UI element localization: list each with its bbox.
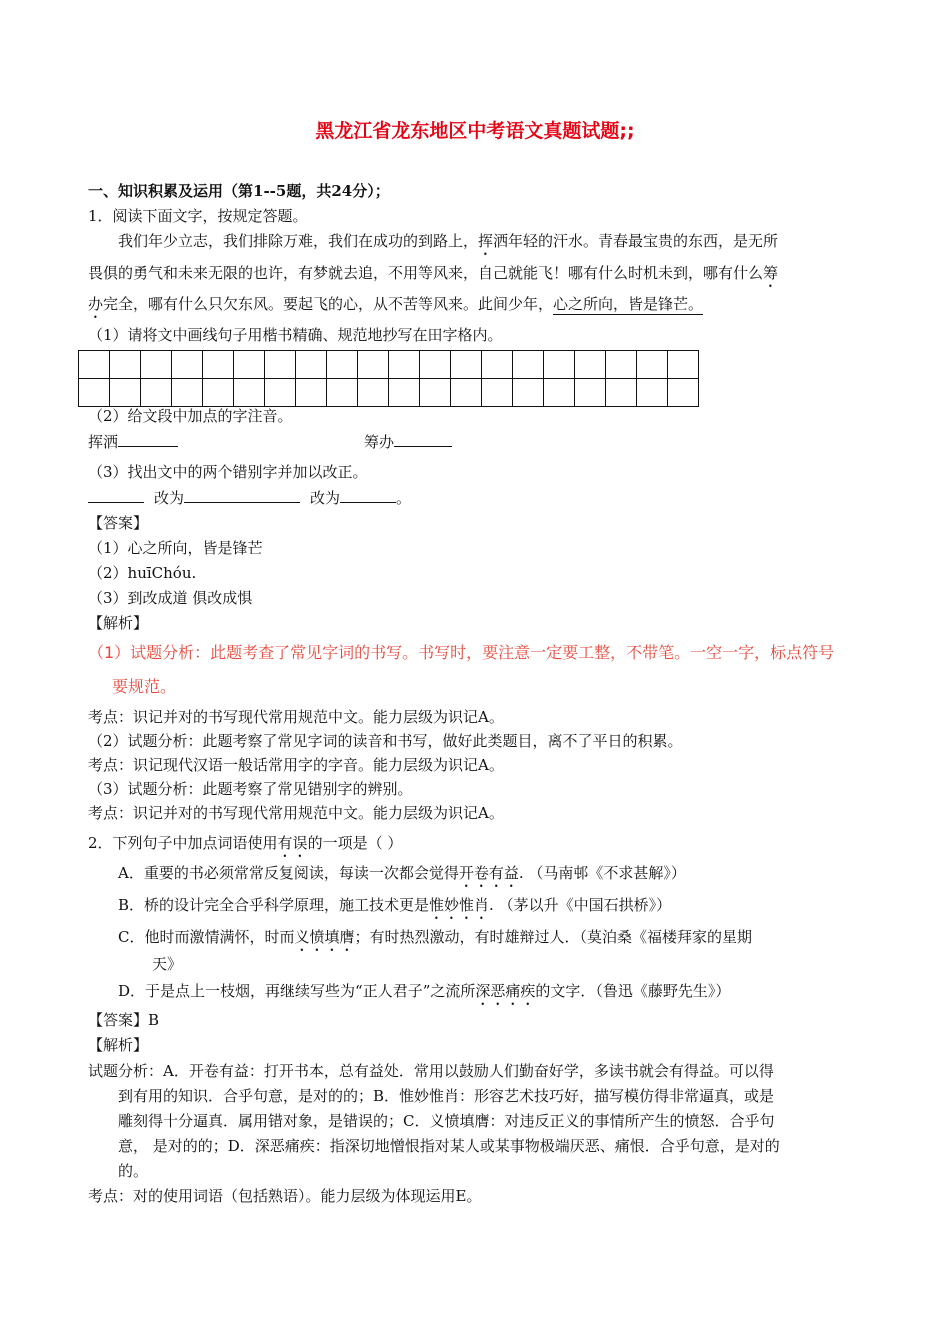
grid-cell[interactable] [79,351,110,379]
grid-cell[interactable] [575,379,606,407]
dotted-char: 筹 [763,264,779,282]
sub-question-1: （1）请将文中画线句子用楷书精确、规范地抄写在田字格内。 [88,326,503,344]
grid-cell[interactable] [389,351,420,379]
passage-line-2 [88,263,778,291]
grid-cell[interactable] [358,351,389,379]
grid-row [79,351,699,379]
grid-cell[interactable] [265,379,296,407]
dotted-word: 开卷有益 [458,864,519,882]
dotted-word: 有误 [277,834,308,852]
period: 。 [396,489,412,507]
pinyin-blank-2[interactable] [364,432,452,452]
stem-text: 2．下列句子中加点词语使用 [88,834,278,852]
option-c-continued: 天》 [152,955,183,973]
question-2-analysis-line-4: 意， 是对的的；D．深恶痛疾：指深切地憎恨指对某人或某事物极端厌恶、痛恨．合乎句意，是对的 [118,1137,780,1155]
grid-cell[interactable] [482,379,513,407]
grid-cell[interactable] [79,379,110,407]
passage-text: 洒年轻的汗水。青春最宝贵的东西，是无所 [493,232,779,250]
question-2-analysis-line-5: 的。 [118,1162,149,1180]
answer-blank[interactable] [340,488,396,503]
passage-text: 畏俱的勇气和未来无限的也许，有梦就去追，不用等风来，自己就能飞！哪有什么时机未到，哪有什么 [88,264,764,282]
grid-cell[interactable] [575,351,606,379]
grid-cell[interactable] [296,379,327,407]
grid-cell[interactable] [203,379,234,407]
grid-cell[interactable] [141,379,172,407]
grid-cell[interactable] [451,379,482,407]
pinyin-blank-1[interactable] [88,432,178,452]
grid-cell[interactable] [172,379,203,407]
option-text: 的文字．（鲁迅《藤野先生》） [535,982,731,1000]
kaodian-3: 考点：识记并对的书写现代常用规范中文。能力层级为识记A。 [88,804,504,822]
correction-blanks[interactable] [88,488,411,508]
grid-row [79,379,699,407]
change-to-label: 改为 [310,489,341,507]
question-2-analysis-label: 【解析】 [88,1036,149,1054]
grid-cell[interactable] [110,379,141,407]
dotted-char: 办 [88,295,104,313]
stem-text: 的一项是（ ） [307,834,403,852]
grid-cell[interactable] [451,351,482,379]
question-2-analysis-line-1: 试题分析：A．开卷有益：打开书本，总有益处．常用以鼓励人们勤奋好学，多读书就会有得益。可以得 [88,1062,774,1080]
answer-blank[interactable] [184,488,300,503]
grid-cell[interactable] [234,351,265,379]
grid-cell[interactable] [420,379,451,407]
question-2-analysis-line-2: 到有用的知识．合乎句意，是对的的；B．惟妙惟肖：形容艺术技巧好，描写模仿得非常逼真，或是 [118,1087,775,1105]
option-c[interactable] [118,927,752,955]
analysis-1-line-2: 要规范。 [112,677,177,696]
answer-blank[interactable] [88,488,144,503]
grid-cell[interactable] [482,351,513,379]
answer-2: （2）huīChóu. [88,564,197,582]
option-d[interactable] [118,981,730,1009]
underlined-sentence: 心之所向，皆是锋芒。 [553,295,704,313]
grid-cell[interactable] [668,351,699,379]
section-heading: 一、知识积累及运用（第1--5题，共24分）； [88,182,390,200]
analysis-3: （3）试题分析：此题考察了常见错别字的辨别。 [88,780,413,798]
analysis-label: 【解析】 [88,614,149,632]
grid-cell[interactable] [265,351,296,379]
grid-cell[interactable] [637,379,668,407]
grid-cell[interactable] [513,351,544,379]
option-text: ；有时热烈激动，有时雄辩过人．（莫泊桑《福楼拜家的星期 [354,928,753,946]
answer-label: 【答案】 [88,514,149,532]
passage-line-3 [88,294,703,322]
question-2-analysis-line-3: 雕刻得十分逼真．属用错对象，是错误的；C．义愤填膺：对违反正义的事情所产生的愤怒．合乎句 [118,1112,775,1130]
question-2-answer: 【答案】B [88,1011,160,1029]
change-to-label: 改为 [154,489,185,507]
tianzige-grid[interactable] [78,350,699,407]
dotted-word: 惟妙惟肖 [429,896,490,914]
grid-cell[interactable] [203,351,234,379]
question-2-stem [88,833,402,861]
grid-cell[interactable] [513,379,544,407]
option-text: . （茅以升《中国石拱桥》） [489,896,672,914]
answer-1: （1）心之所向，皆是锋芒 [88,539,263,557]
grid-cell[interactable] [141,351,172,379]
option-b[interactable] [118,895,671,923]
option-text: B．桥的设计完全合乎科学原理，施工技术更是 [118,896,430,914]
pinyin-word: 挥洒 [88,433,119,451]
grid-cell[interactable] [420,351,451,379]
kaodian-1: 考点：识记并对的书写现代常用规范中文。能力层级为识记A。 [88,708,504,726]
grid-cell[interactable] [296,351,327,379]
grid-cell[interactable] [172,351,203,379]
question-2-kaodian: 考点：对的使用词语（包括熟语）。能力层级为体现运用E。 [88,1187,482,1205]
sub-question-2: （2）给文段中加点的字注音。 [88,407,293,425]
dotted-word: 义愤填膺 [294,928,355,946]
page-title: 黑龙江省龙东地区中考语文真题试题;; [315,120,635,142]
answer-3: （3）到改成道 俱改成惧 [88,589,253,607]
option-text: C．他时而激情满怀，时而 [118,928,295,946]
analysis-2: （2）试题分析：此题考察了常见字词的读音和书写，做好此类题目，离不了平日的积累。 [88,732,683,750]
option-text: . （马南邨《不求甚解》） [518,864,686,882]
grid-cell[interactable] [327,379,358,407]
dotted-char: 挥 [478,232,494,250]
grid-cell[interactable] [234,379,265,407]
grid-cell[interactable] [327,351,358,379]
sub-question-3: （3）找出文中的两个错别字并加以改正。 [88,463,368,481]
option-text: D．于是点上一枝烟，再继续写些为“正人君子”之流所 [118,982,476,1000]
passage-text: 完全，哪有什么只欠东风。要起飞的心，从不苦等风来。此间少年， [103,295,554,313]
option-a[interactable] [118,863,686,891]
grid-cell[interactable] [606,379,637,407]
grid-cell[interactable] [358,379,389,407]
answer-blank[interactable] [118,432,178,447]
answer-blank[interactable] [394,432,452,447]
analysis-1-line-1: （1）试题分析：此题考查了常见字词的书写。书写时，要注意一定要工整，不带笔。一空一字，标点符号 [88,643,835,662]
grid-cell[interactable] [544,351,575,379]
grid-cell[interactable] [668,379,699,407]
dotted-word: 深恶痛疾 [475,982,536,1000]
option-text: A．重要的书必须常常反复阅读，每读一次都会觉得 [118,864,459,882]
pinyin-word: 筹办 [364,433,395,451]
grid-cell[interactable] [544,379,575,407]
grid-cell[interactable] [110,351,141,379]
kaodian-2: 考点：识记现代汉语一般话常用字的字音。能力层级为识记A。 [88,756,504,774]
passage-text: 我们年少立志，我们排除万难，我们在成功的到路上， [118,232,479,250]
grid-cell[interactable] [389,379,420,407]
question-1-stem: 1．阅读下面文字，按规定答题。 [88,207,308,225]
grid-cell[interactable] [606,351,637,379]
passage-line-1 [118,231,778,259]
grid-cell[interactable] [637,351,668,379]
